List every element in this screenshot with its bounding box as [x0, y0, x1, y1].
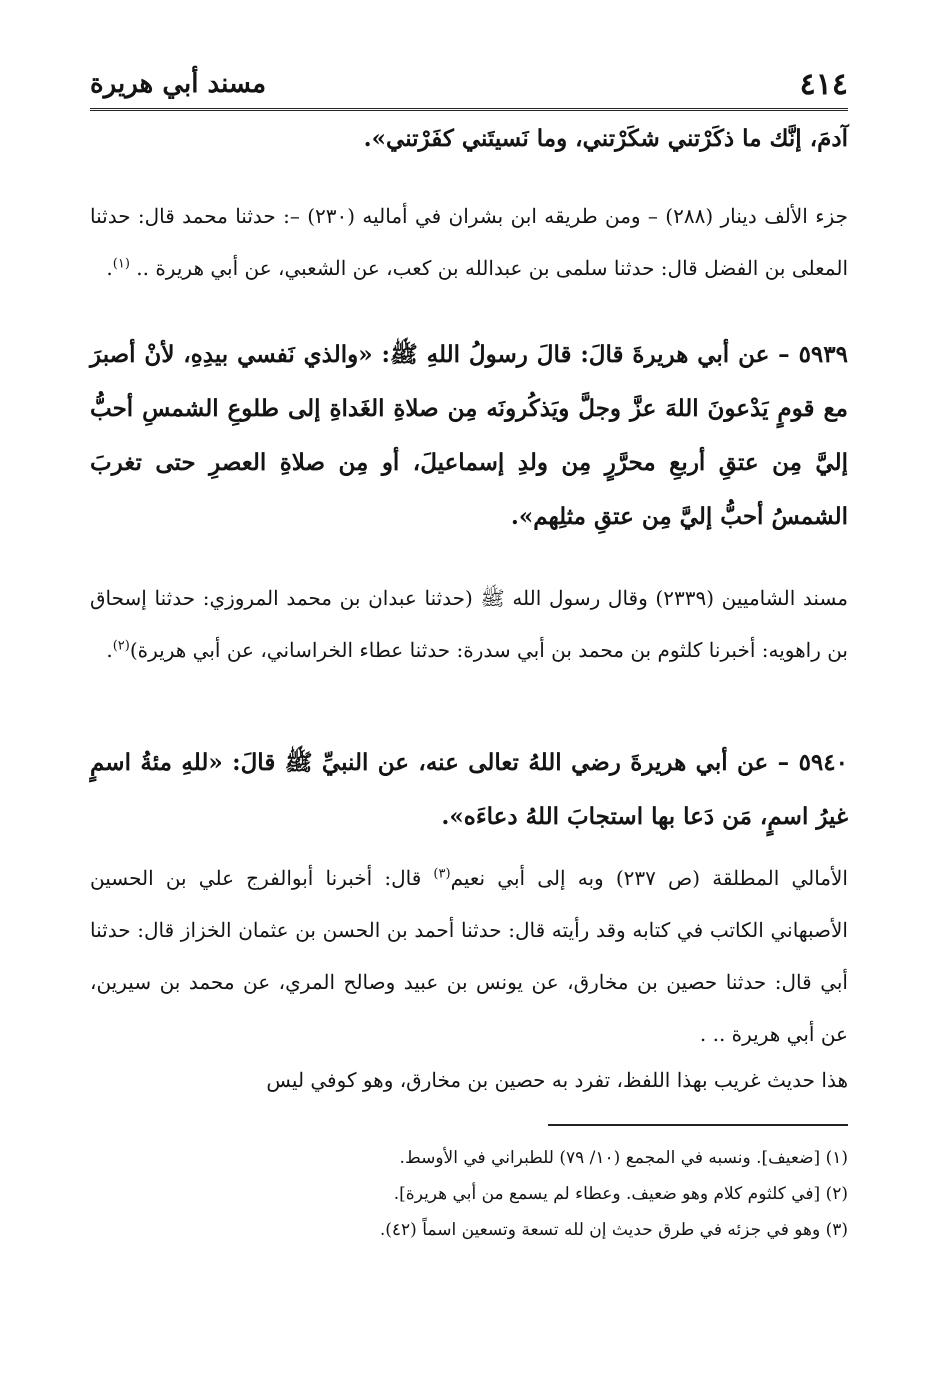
page-header [90, 60, 848, 111]
footnote-2: (٢) [في كلثوم كلام وهو ضعيف. وعطاء لم يسمع من أبي هريرة]. [393, 1184, 848, 1204]
hadith-continuation: آدمَ، إنَّك ما ذكَرْتني شكَرْتني، وما نَسيتَني كفَرْتني». [363, 125, 848, 152]
page-number: ٤١٤ [799, 66, 848, 102]
source-1-text: جزء الألف دينار (٢٨٨) – ومن طريقه ابن بشران في أماليه (٢٣٠) –: حدثنا محمد قال: حدثنا المعلى بن الفضل قال: حدثنا سلمى بن عبدالله بن كعب، عن الشعبي، عن أبي هريرة .. [90, 204, 848, 280]
footnote-3: (٣) وهو في جزئه في طرق حديث إن لله تسعة وتسعين اسماً (٤٢). [379, 1220, 848, 1240]
source-3-text-a: الأمالي المطلقة (ص ٢٣٧) وبه إلى أبي نعيم [450, 866, 848, 890]
hadith-number: ٥٩٤٠ [798, 749, 848, 776]
source-citation-1 [90, 190, 848, 294]
source-3-text-b: قال: أخبرنا أبوالفرج علي بن الحسين الأصبهاني الكاتب في كتابه وقد رأيته قال: حدثنا أحمد بن الحسن بن عثمان الخزاز قال: حدثنا أبي قال: حدثنا حصين بن مخارق، عن يونس بن عبيد وصالح المري، عن محمد بن سيرين، عن أبي هريرة .. . [90, 866, 848, 1046]
hadith-5939 [90, 328, 848, 544]
grading-comment: هذا حديث غريب بهذا اللفظ، تفرد به حصين بن مخارق، وهو كوفي ليس [266, 1068, 848, 1092]
source-2-end: . [106, 638, 113, 662]
running-title: مسند أبي هريرة [90, 69, 267, 99]
source-1-end: . [106, 256, 113, 280]
source-citation-3 [90, 852, 848, 1060]
hadith-number: ٥٩٣٩ [798, 341, 848, 368]
hadith-5940 [90, 736, 848, 844]
footnotes [90, 1140, 848, 1248]
footnote-ref-1: (١) [112, 256, 130, 272]
footnote-ref-2: (٢) [112, 638, 130, 654]
footnote-ref-3: (٣) [433, 866, 451, 882]
footnote-1: (١) [ضعيف]. ونسبه في المجمع (١٠/ ٧٩) للطبراني في الأوسط. [399, 1148, 848, 1168]
source-2-text: مسند الشاميين (٢٣٣٩) وقال رسول الله ﷺ (حدثنا عبدان بن محمد المروزي: حدثنا إسحاق بن راهويه: أخبرنا كلثوم بن محمد بن أبي سدرة: حدثنا عطاء الخراساني، عن أبي هريرة) [90, 586, 849, 662]
hadith-text: – عن أبي هريرةَ قالَ: قالَ رسولُ اللهِ ﷺ: «والذي نَفسي بيدِهِ، لأنْ أصبرَ مع قومٍ يَدْعونَ اللهَ عزَّ وجلَّ ويَذكُرونَه مِن صلاةِ الغَداةِ إلى طلوعِ الشمسِ أحبُّ إليَّ مِن عتقِ أربعِ محرَّرٍ مِن ولدِ إسماعيلَ، أو مِن صلاةِ العصرِ حتى تغربَ الشمسُ أحبُّ إليَّ مِن عتقِ مثلِهم». [90, 341, 848, 530]
source-citation-2 [90, 572, 848, 676]
footnote-divider [548, 1124, 848, 1126]
hadith-text: – عن أبي هريرةَ رضي اللهُ تعالى عنه، عن النبيِّ ﷺ قالَ: «للهِ مئةُ اسمٍ غيرُ اسمٍ، مَن دَعا بها استجابَ اللهُ دعاءَه». [90, 749, 848, 830]
